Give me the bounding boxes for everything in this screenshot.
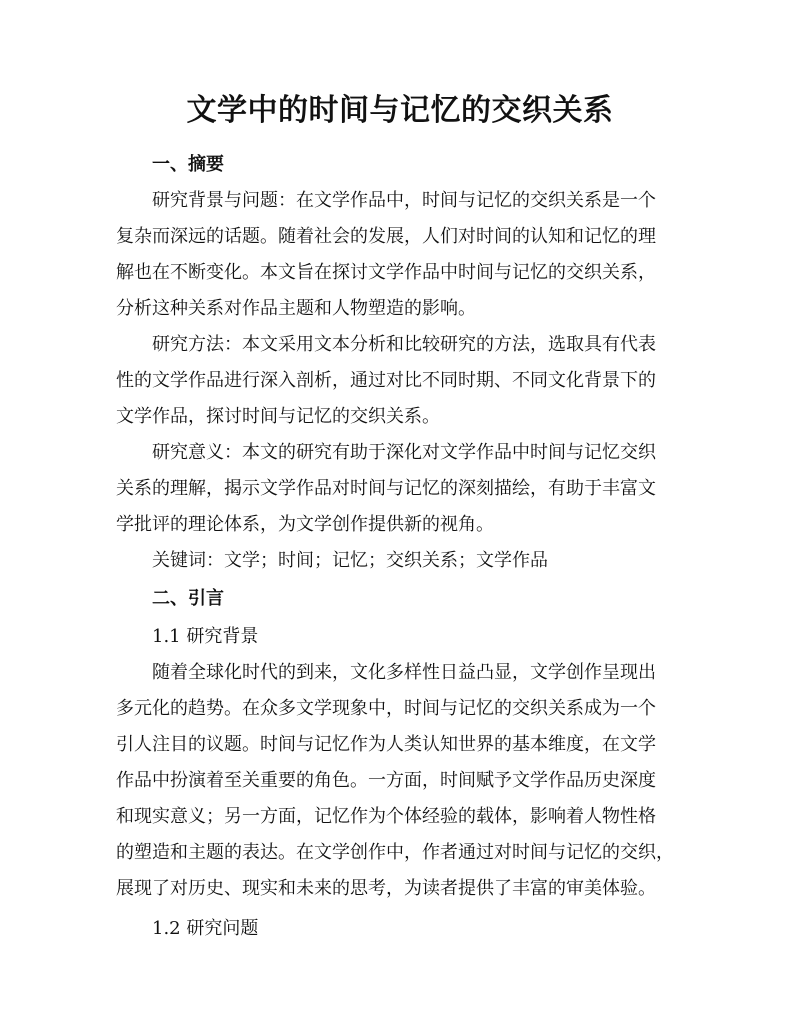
paragraph-line: 学批评的理论体系，为文学创作提供新的视角。 bbox=[116, 514, 494, 535]
section-heading-abstract: 一、摘要 bbox=[152, 154, 224, 175]
paragraph-line: 研究背景与问题：在文学作品中，时间与记忆的交织关系是一个 bbox=[152, 190, 656, 211]
paragraph-line: 分析这种关系对作品主题和人物塑造的影响。 bbox=[116, 298, 476, 319]
research-background-paragraph bbox=[116, 655, 684, 907]
paragraph-line: 关系的理解，揭示文学作品对时间与记忆的深刻描绘，有助于丰富文 bbox=[116, 478, 656, 499]
paragraph-line: 复杂而深远的话题。随着社会的发展，人们对时间的认知和记忆的理 bbox=[116, 226, 656, 247]
paragraph-line: 和现实意义；另一方面，记忆作为个体经验的载体，影响着人物性格 bbox=[116, 806, 656, 827]
abstract-background-paragraph bbox=[116, 183, 684, 327]
abstract-method-paragraph bbox=[116, 327, 684, 435]
section-heading-introduction: 二、引言 bbox=[152, 588, 224, 609]
paragraph-line: 解也在不断变化。本文旨在探讨文学作品中时间与记忆的交织关系， bbox=[116, 262, 656, 283]
paragraph-line: 多元化的趋势。在众多文学现象中，时间与记忆的交织关系成为一个 bbox=[116, 698, 656, 719]
paragraph-line: 作品中扮演着至关重要的角色。一方面，时间赋予文学作品历史深度 bbox=[116, 770, 656, 791]
subsection-heading-research-questions: 1.2 研究问题 bbox=[152, 918, 259, 939]
paragraph-line: 展现了对历史、现实和未来的思考，为读者提供了丰富的审美体验。 bbox=[116, 878, 656, 899]
subsection-heading-research-background: 1.1 研究背景 bbox=[152, 626, 259, 647]
paragraph-line: 随着全球化时代的到来，文化多样性日益凸显，文学创作呈现出 bbox=[152, 662, 656, 683]
paragraph-line: 的塑造和主题的表达。在文学创作中，作者通过对时间与记忆的交织， bbox=[116, 842, 674, 863]
keywords-line: 关键词：文学；时间；记忆；交织关系；文学作品 bbox=[152, 550, 548, 571]
paragraph-line: 研究方法：本文采用文本分析和比较研究的方法，选取具有代表 bbox=[152, 334, 656, 355]
document-body bbox=[116, 147, 684, 947]
document-title: 文学中的时间与记忆的交织关系 bbox=[186, 93, 614, 128]
paragraph-line: 研究意义：本文的研究有助于深化对文学作品中时间与记忆交织 bbox=[152, 442, 656, 463]
paragraph-line: 引人注目的议题。时间与记忆作为人类认知世界的基本维度，在文学 bbox=[116, 734, 656, 755]
paragraph-line: 性的文学作品进行深入剖析，通过对比不同时期、不同文化背景下的 bbox=[116, 370, 656, 391]
paragraph-line: 文学作品，探讨时间与记忆的交织关系。 bbox=[116, 406, 440, 427]
abstract-significance-paragraph bbox=[116, 435, 684, 543]
